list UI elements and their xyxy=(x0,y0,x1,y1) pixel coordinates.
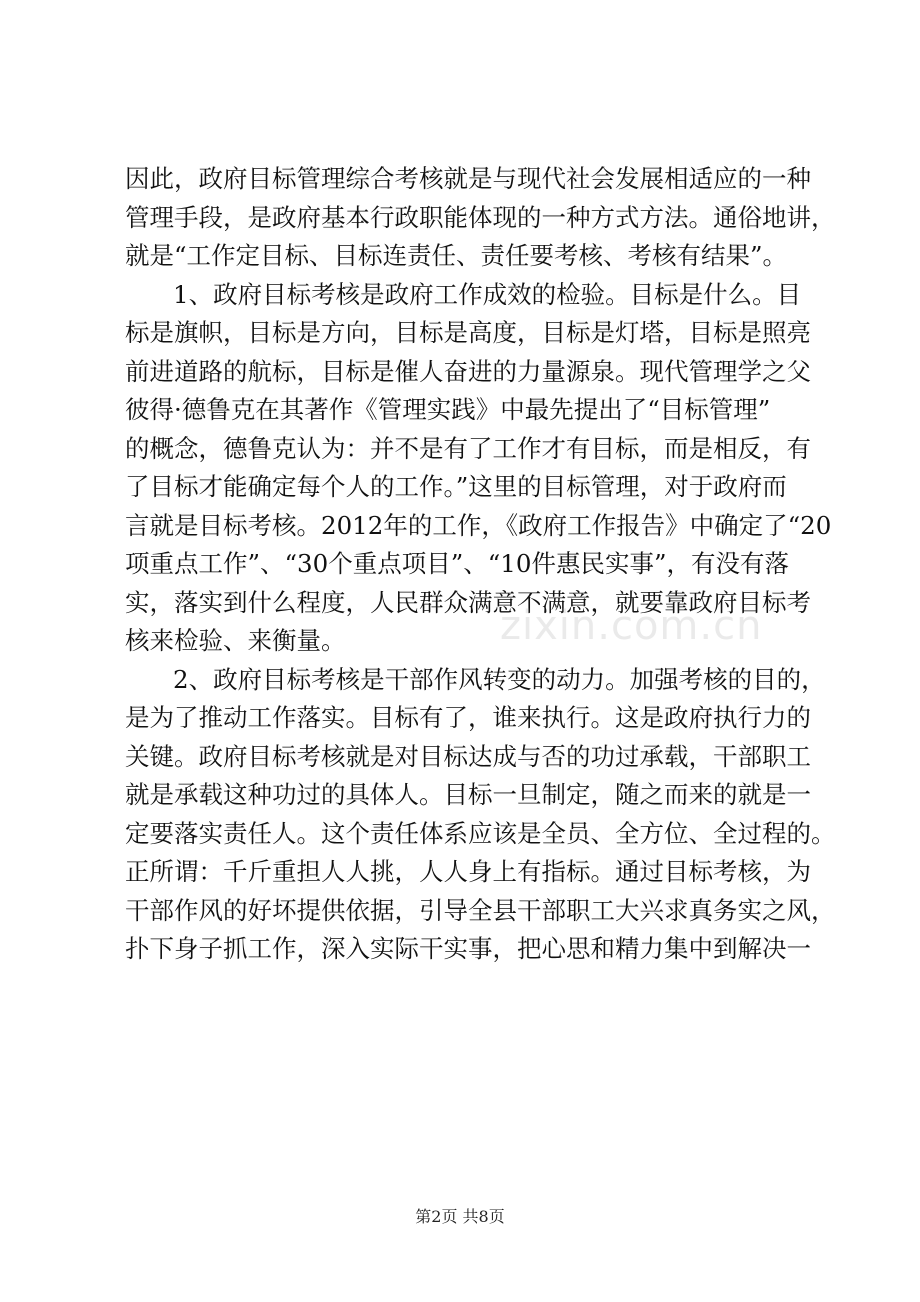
text-line: 正所谓：千斤重担人人挑，人人身上有指标。通过目标考核，为 xyxy=(125,857,811,886)
text-line: 彼得·德鲁克在其著作《管理实践》中最先提出了“目标管理” xyxy=(125,395,771,424)
text-line: 言就是目标考核。2012年的工作，《政府工作报告》中确定了“20 xyxy=(125,510,832,540)
text-line: 了目标才能确定每个人的工作。”这里的目标管理，对于政府而 xyxy=(125,472,787,501)
text-line: 定要落实责任人。这个责任体系应该是全员、全方位、全过程的。 xyxy=(125,818,836,848)
text-line: 核来检验、来衡量。 xyxy=(125,626,346,655)
text-line: 干部作风的好坏提供依据，引导全县干部职工大兴求真务实之风， xyxy=(125,895,836,925)
page-footer: 第2页 共8页 xyxy=(415,1207,505,1226)
text-line: 关键。政府目标考核就是对目标达成与否的功过承载，干部职工 xyxy=(125,741,811,771)
text-line: 标是旗帜，目标是方向，目标是高度，目标是灯塔，目标是照亮 xyxy=(125,318,811,347)
text-line: 是为了推动工作落实。目标有了，谁来执行。这是政府执行力的 xyxy=(125,703,811,732)
text-line: 就是“工作定目标、目标连责任、责任要考核、考核有结果”。 xyxy=(125,241,788,270)
text-line: 就是承载这种功过的具体人。目标一旦制定，随之而来的就是一 xyxy=(125,780,811,809)
paragraph-start-line: 2、政府目标考核是干部作风转变的动力。加强考核的目的， xyxy=(173,664,826,694)
text-line: 因此，政府目标管理综合考核就是与现代社会发展相适应的一种 xyxy=(125,164,811,193)
watermark: zixin.com.cn xyxy=(500,603,763,649)
paragraph-start-line: 1、政府目标考核是政府工作成效的检验。目标是什么。目 xyxy=(173,279,802,309)
text-line: 管理手段，是政府基本行政职能体现的一种方式方法。通俗地讲， xyxy=(125,202,836,232)
document-body xyxy=(125,160,836,969)
text-line: 扑下身子抓工作，深入实际干实事，把心思和精力集中到解决一 xyxy=(125,934,811,963)
text-line: 实，落实到什么程度，人民群众满意不满意，就要靠政府目标考 xyxy=(125,587,811,617)
text-line: 的概念，德鲁克认为：并不是有了工作才有目标，而是相反，有 xyxy=(125,433,811,463)
text-line: 前进道路的航标，目标是催人奋进的力量源泉。现代管理学之父 xyxy=(125,356,811,386)
text-line: 项重点工作”、“30个重点项目”、“10件惠民实事”，有没有落 xyxy=(125,549,789,578)
